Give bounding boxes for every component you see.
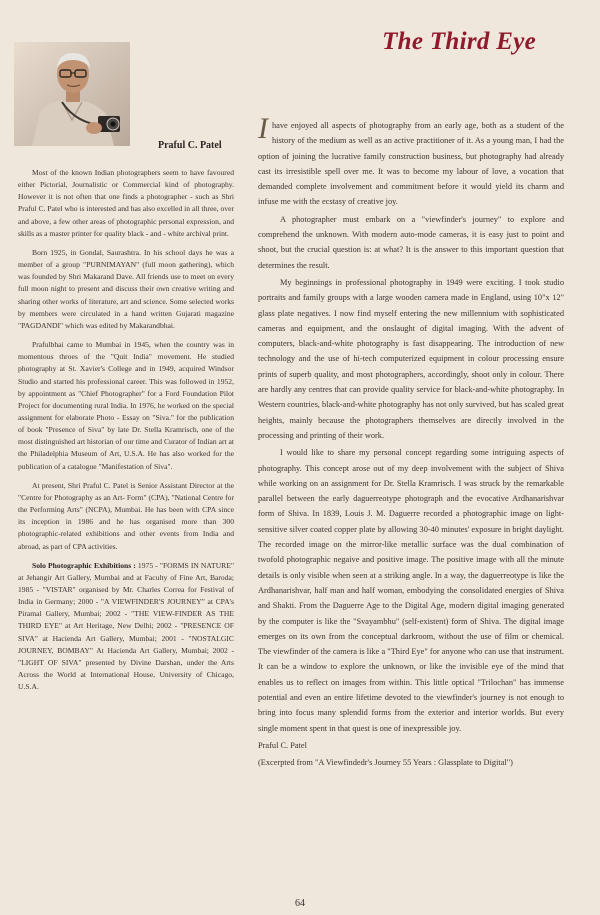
essay-paragraph bbox=[258, 112, 564, 210]
essay-column bbox=[258, 112, 564, 772]
essay-signature: Praful C. Patel bbox=[258, 740, 307, 750]
portrait-caption: Praful C. Patel bbox=[158, 140, 222, 151]
bio-paragraph: Born 1925, in Gondal, Saurashtra. In his school days he was a member of a group "PURNIMAYAN" (full moon gathering), which was founded by Shri Makarand Dave. All friends use to meet on every full moon night to present and discuss their own creative writing and sharing other works of literature, art and science. Some selected works by members were circulated in a hand written Gujarati magazine "PAGDANDI" which was edited by Makarandbhai. bbox=[18, 247, 234, 330]
essay-first-text: have enjoyed all aspects of photography from an early age, both as a student of the history of the medium as well as an active practitioner of it. As a young man, I had the option of joining the lucrative family construction business, but photography had already cast its irresistible spell over me. It was to become my labour of love, a vocation that demanded complete involvement and commitment before it would yield its charm and infuse me with the ecstasy of creative joy. bbox=[258, 121, 564, 207]
exhibitions-text: 1975 - "FORMS IN NATURE" at Jehangir Art Gallery, Mumbai and at Faculty of Fine Art, Baroda; 1985 - "VISTAR" organised by Mr. Charles Correa for Festival of India in Germany; 2000 - "A VIEWFINDER'S JOURNEY" at CPA's Piramal Gallery, Mumbai; 2002 - "THE VIEW-FINDER AS THE THIRD EYE" at Art Heritage, New Delhi; 2002 - "PRESENCE OF SIVA" at Hacienda Art Gallery, Mumbai; 2001 - "NOSTALGIC JOURNEY, BOMBAY" At Hacienda Art Gallery, Mumbai; 2002 - "LIGHT OF SIVA" presented by Divine Darshan, under the Arts Across the World at International House, University of Chicago, U.S.A. bbox=[18, 560, 234, 692]
exhibitions-paragraph bbox=[18, 560, 234, 694]
essay-paragraph: A photographer must embark on a "viewfinder's journey" to explore and comprehend the unknown. With modern auto-mode cameras, it is easy just to point and shoot, but the crucial question is: at what? It is the answer to this important question that determines the result. bbox=[258, 214, 564, 270]
page-title: The Third Eye bbox=[382, 28, 536, 55]
essay-paragraph: I would like to share my personal concept regarding some intriguing aspects of photography. This concept arose out of my deep involvement with the subject of Shiva while working on an assignment for Dr. Stella Kramrisch. I was struck by the remarkable parallel between the early daguerreotype photograph and the evocative Ardhanarishvar form of Shiva. In 1839, Louis J. M. Daguerre recorded a photographic image on light-sensitive silver coated copper plate by allowing 30-40 minutes' exposure in bright daylight. The recorded image on the mirror-like metallic surface was the dual combination of twofold photographic negaive and positive image. The positive image with all the minute details is only visible when seen at a striking angle. In a way, the daguerreotype is like the Ardhanarishvar, half man and half woman, embodying the consolidated energies of Shiva and Shakti. From the Daguerre Age to the Digital Age, modern digital imaging generated by the computer is like the "Svayambhu" (self-existent) form of Shiva. The digital image emerges on its own from the conceptual darkroom, without the use of film or chemical. The viewfinder of the camera is like a "Third Eye" for anyone who can use that instrument. It can be a window to explore the unknown, or like the invisible eye of the mind that enables us to reflect on images from within. This little optical "Trilochan" has immense potential and even an entire lifetime devoted to the viewfinder's journey is not enough to bring into focus many splendid forms from the exterior and interior worlds. But every single moment spent in that quest is one of inexpressible joy. bbox=[258, 448, 564, 733]
bio-paragraph: At present, Shri Praful C. Patel is Senior Assistant Director at the "Centre for Photography as an Art- Form" (CPA), "National Centre for the Performing Arts" (NCPA), Mumbai. He has been with CPA since its inception in 1986 and he has organised more than 300 photographic-related exhibitions and other events from India and abroad, as part of CPA activities. bbox=[18, 480, 234, 551]
biography-column bbox=[18, 167, 234, 700]
essay-source: (Excerpted from "A Viewfindedr's Journey 55 Years : Glassplate to Digital") bbox=[258, 758, 513, 768]
portrait-photo bbox=[14, 42, 130, 146]
drop-cap: I bbox=[258, 112, 268, 145]
exhibitions-heading: Solo Photographic Exhibitions : bbox=[32, 560, 136, 570]
essay-paragraph: My beginnings in professional photography in 1949 were exciting. I took studio portraits and family groups with a large wooden camera made in England, using 10"x 12" glass plate negatives. I now find myself entering the new millennium with sophisticated cameras and equipment, and the onslaught of digital imaging. With the advent of computers, black-and-white photography is fast disappearing. The introduction of new technology and the use of hi-tech computerized equipment in colour processing ensure prints of superb quality, and most photographers, accordingly, shoot only in colour. There are hardly any centres that can provide quality service for black-and-white photography. In Western countries, black-and-white photography has not only survived, but has scaled great heights, mainly because the photographers themselves are directly involved in the processing and printing of their work. bbox=[258, 277, 564, 440]
page-number: 64 bbox=[295, 898, 305, 909]
bio-paragraph: Prafulbhai came to Mumbai in 1945, when the country was in momentous throes of the "Quit India" movement. He studied photography at St. Xavier's College and in 1949, acquired Windsor Studio and started his professional career. This was followed in 1952, by appointment as "Chief Photographer" for a Ford Foundation Pilot Project for documenting rural India. In 1976, he worked on the special assignment for elaborate Photo - Essay on "Siva." for the publication of book "Presence of Siva" by late Dr. Stella Kramrisch, one of the most distinguished art historian of our time and Curator of Indian art at the Philadelphia Museum of Art, U.S.A. He has also worked for the publication of a catalogue "Manifestation of Siva". bbox=[18, 340, 234, 471]
bio-paragraph: Most of the known Indian photographers seem to have favoured either Pictorial, Journalistic or Commercial kind of photography. However it is not often that one finds a photographer - such as Shri Praful C. Patel who is interested and has also excelled in all three, over and above, a few other areas of photographic personal expression, and skills as a master printer for quality black - and - white archival print. bbox=[18, 168, 234, 238]
